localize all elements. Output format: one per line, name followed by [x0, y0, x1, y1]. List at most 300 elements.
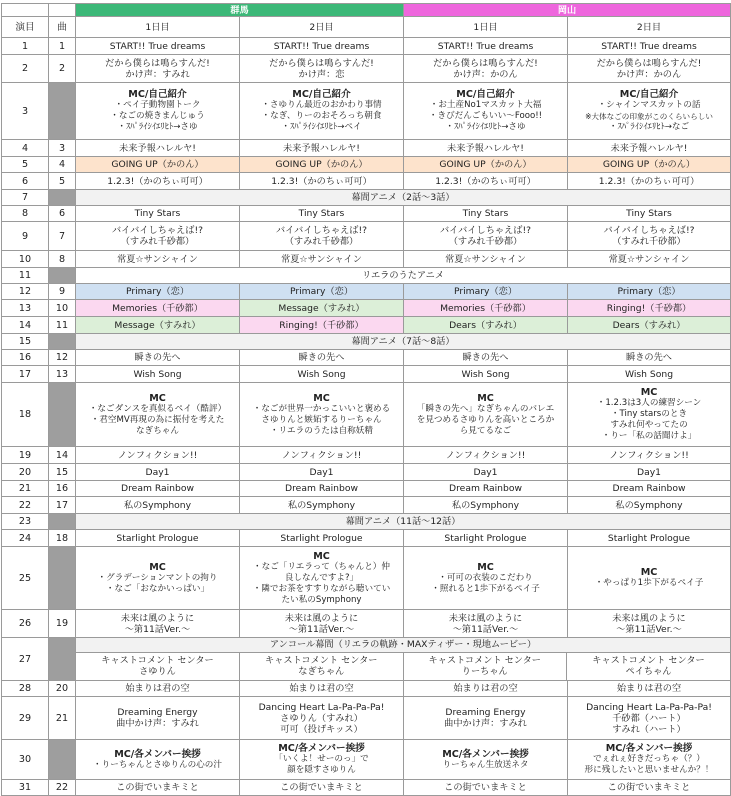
cell-line: ・なごが世界一かっこいいと褒める: [252, 403, 391, 414]
song-number: 7: [49, 222, 76, 251]
mc-heading: MC: [640, 387, 658, 398]
song-cell: 私のSymphony: [568, 497, 731, 514]
cell-line: ～第11話Ver.～: [452, 623, 519, 635]
performance-number: 3: [2, 83, 49, 140]
mc-cell: [568, 83, 731, 140]
performance-number: 15: [2, 334, 49, 350]
song-cell: Tiny Stars: [240, 206, 404, 222]
header-region-row: [2, 4, 731, 17]
cell-line: ・なご「おなかいっぱい」: [105, 583, 210, 594]
cast-comment-cell: [76, 652, 240, 680]
song-number: 6: [49, 206, 76, 222]
cell-line: ・なごの焼きまんじゅう: [110, 111, 205, 121]
song-cell: 始まりは君の空: [240, 681, 404, 697]
setlist-row: [2, 481, 731, 497]
song-cell: 1.2.3!（かのちぃ可可）: [404, 173, 568, 190]
mc-heading: MC: [640, 567, 658, 578]
song-cell: Tiny Stars: [404, 206, 568, 222]
song-cell: 1.2.3!（かのちぃ可可）: [240, 173, 404, 190]
performance-number: 24: [2, 530, 49, 547]
cell-line: かけ声：かのん: [616, 68, 682, 80]
song-cell: GOING UP（かのん）: [404, 157, 568, 173]
cell-line: ・グラデーションマントの拘り: [97, 572, 218, 583]
mc-heading: MC: [149, 392, 166, 404]
song-number: 15: [49, 464, 76, 481]
song-cell: Wish Song: [76, 366, 240, 383]
song-cell: Wish Song: [240, 366, 404, 383]
cell-line: ～第11話Ver.～: [616, 623, 682, 635]
cell-line: を見つめるさゆりんを高いところか: [416, 414, 555, 425]
song-cell: Primary（恋）: [568, 284, 731, 300]
performance-number: 16: [2, 350, 49, 366]
song-number: 12: [49, 350, 76, 366]
cell-line: だから僕らは鳴らすんだ!: [105, 57, 210, 69]
song-cell: [568, 222, 731, 251]
song-cell: [404, 697, 568, 740]
song-number: [49, 268, 76, 284]
setlist-row: [2, 284, 731, 300]
interlude-cell: 幕間アニメ（11話～12話）: [76, 514, 731, 530]
cell-line: ・さゆりん最近のおかわり事情: [261, 100, 382, 110]
setlist-row: [2, 780, 731, 796]
mc-cell: [76, 83, 240, 140]
song-cell: Day1: [568, 464, 731, 481]
song-number: [49, 514, 76, 530]
song-number: 1: [49, 38, 76, 55]
setlist-row: [2, 83, 731, 140]
cell-line: ・君空MV再現の為に振付を考えた: [90, 414, 225, 425]
cell-line: バイバイしちゃえば!?: [603, 225, 695, 236]
cell-line: ・Tiny starsのとき: [610, 409, 688, 419]
setlist-row: [2, 514, 731, 530]
song-number: 3: [49, 140, 76, 157]
performance-number: 23: [2, 514, 49, 530]
mc-cell: [240, 383, 404, 447]
performance-number: 20: [2, 464, 49, 481]
performance-number: 21: [2, 481, 49, 497]
setlist-row: [2, 222, 731, 251]
song-cell: Memories（千砂都）: [404, 300, 568, 317]
cell-line: だから僕らは鳴らすんだ!: [433, 57, 538, 69]
mc-heading: MC/各メンバー挨拶: [442, 748, 529, 760]
song-cell: 常夏☆サンシャイン: [76, 251, 240, 268]
setlist-row: [2, 681, 731, 697]
song-number: 14: [49, 447, 76, 464]
song-number: [49, 83, 76, 140]
song-cell: 始まりは君の空: [404, 681, 568, 697]
mc-heading: MC: [149, 561, 166, 573]
song-cell: [568, 55, 731, 83]
cell-line: だから僕らは鳴らすんだ!: [596, 57, 702, 69]
cell-line: 曲中かけ声：すみれ: [116, 718, 199, 729]
cell-line: キャストコメント センター: [592, 655, 705, 667]
cell-line: 千砂都（ハート）: [612, 712, 686, 724]
song-cell: Message（すみれ）: [240, 300, 404, 317]
cell-line: ・お土産No1マスカット大福: [429, 100, 542, 110]
song-cell: 瞬きの先へ: [240, 350, 404, 366]
song-cell: Starlight Prologue: [240, 530, 404, 547]
song-cell: [240, 610, 404, 638]
cast-comment-cell: [403, 652, 567, 680]
song-number: 19: [49, 610, 76, 638]
performance-number: 7: [2, 190, 49, 206]
cell-line: さゆりんと嫉妬するりーちゃん: [261, 414, 382, 425]
cell-line: 顔を隠すさゆりん: [287, 765, 356, 775]
cell-line: 未来は風のように: [448, 612, 523, 624]
song-cell: Dears（すみれ）: [568, 317, 731, 334]
performance-number: 12: [2, 284, 49, 300]
song-number: 17: [49, 497, 76, 514]
performance-number: 17: [2, 366, 49, 383]
song-cell: Dream Rainbow: [404, 481, 568, 497]
song-cell: [404, 222, 568, 251]
mc-cell: [240, 547, 404, 610]
song-cell: 常夏☆サンシャイン: [240, 251, 404, 268]
song-cell: Starlight Prologue: [76, 530, 240, 547]
song-cell: この街でいまキミと: [76, 780, 240, 796]
interlude-cell: 幕間アニメ（7話～8話）: [76, 334, 731, 350]
cell-line: ら見てるなご: [459, 425, 512, 436]
song-cell: START!! True dreams: [76, 38, 240, 55]
cell-line: Dancing Heart La-Pa-Pa-Pa!: [258, 701, 385, 713]
song-cell: Day1: [240, 464, 404, 481]
mc-heading: MC/自己紹介: [456, 89, 515, 100]
cell-line: 可可（投げキッス）: [280, 723, 363, 735]
cell-line: ～第11話Ver.～: [288, 623, 355, 635]
song-cell: GOING UP（かのん）: [240, 157, 404, 173]
setlist-row: [2, 697, 731, 740]
performance-number: 25: [2, 547, 49, 610]
song-cell: GOING UP（かのん）: [568, 157, 731, 173]
cell-line: 未来は風のように: [120, 612, 195, 624]
cell-line: りーちゃん: [461, 666, 508, 678]
setlist-row: [2, 447, 731, 464]
song-number: [49, 334, 76, 350]
cell-line: バイバイしちゃえば!?: [439, 225, 532, 236]
song-cell: Primary（恋）: [76, 284, 240, 300]
song-number: [49, 190, 76, 206]
performance-number: 1: [2, 38, 49, 55]
song-cell: Ringing!（千砂都）: [240, 317, 404, 334]
performance-number: 4: [2, 140, 49, 157]
cell-line: ・なごダンスを真似るペイ（酷評）: [88, 403, 227, 414]
cell-line: バイバイしちゃえば!?: [275, 225, 368, 236]
header-day-row: [2, 17, 731, 38]
cell-line: ・1.2.3は3人の練習シーン: [596, 398, 702, 408]
song-cell: 瞬きの先へ: [404, 350, 568, 366]
song-cell: Dream Rainbow: [76, 481, 240, 497]
mc-heading: MC/各メンバー挨拶: [605, 743, 693, 754]
song-cell: Starlight Prologue: [568, 530, 731, 547]
song-cell: 私のSymphony: [76, 497, 240, 514]
song-cell: GOING UP（かのん）: [76, 157, 240, 173]
cell-line: たい私のSymphony: [281, 594, 362, 605]
song-cell: [240, 222, 404, 251]
performance-number: 29: [2, 697, 49, 740]
mc-cell: [568, 383, 731, 447]
performance-number: 10: [2, 251, 49, 268]
cell-line: ・ｽﾊﾟﾗｲｼｲｴﾘﾋﾄ→なご: [608, 122, 690, 132]
setlist-row: [2, 638, 731, 681]
mc-heading: MC/自己紹介: [619, 89, 679, 100]
region-gunma: 群馬: [76, 4, 404, 17]
song-cell: [568, 697, 731, 740]
song-cell: [76, 55, 240, 83]
song-cell: Dears（すみれ）: [404, 317, 568, 334]
region-okayama: 岡山: [404, 4, 731, 17]
mc-heading: MC: [313, 550, 330, 562]
song-cell: ノンフィクション!!: [568, 447, 731, 464]
song-number: 11: [49, 317, 76, 334]
mc-heading: MC/各メンバー挨拶: [278, 743, 365, 754]
cell-line: かけ声：すみれ: [125, 68, 190, 80]
song-cell: ノンフィクション!!: [240, 447, 404, 464]
cell-line: ・シャインマスカットの話: [597, 100, 701, 110]
mc-cell: [404, 83, 568, 140]
cell-line: すみれ何やってたの: [610, 420, 688, 430]
cell-line: （すみれ千砂都）: [448, 236, 523, 247]
cell-line: ・ｽﾊﾟﾗｲｼｲｴﾘﾋﾄ→ペイ: [281, 122, 362, 132]
song-number: 4: [49, 157, 76, 173]
song-number: [49, 547, 76, 610]
cell-line: 形に残したいと思いませんか？！: [584, 765, 714, 775]
cast-comment-cell: [240, 652, 404, 680]
song-cell: Starlight Prologue: [404, 530, 568, 547]
setlist-row: [2, 350, 731, 366]
song-cell: [240, 697, 404, 740]
song-cell: 未来予報ハレルヤ!: [240, 140, 404, 157]
cell-line: ・リエラのうたは自称妖精: [270, 425, 373, 436]
song-cell: [404, 55, 568, 83]
cell-line: キャストコメント センター: [265, 655, 378, 667]
performance-number: 9: [2, 222, 49, 251]
mc-heading: MC: [477, 561, 494, 573]
performance-number: 22: [2, 497, 49, 514]
setlist-row: [2, 157, 731, 173]
cell-line: バイバイしちゃえば!?: [111, 225, 204, 236]
song-number: [49, 740, 76, 780]
song-cell: Message（すみれ）: [76, 317, 240, 334]
song-number: 13: [49, 366, 76, 383]
song-cell: ノンフィクション!!: [404, 447, 568, 464]
song-number: 21: [49, 697, 76, 740]
header-gunma-day1: 1日目: [76, 17, 240, 38]
cell-line: ペイちゃん: [625, 666, 672, 678]
performance-number: 8: [2, 206, 49, 222]
cell-line: かけ声：かのん: [453, 68, 518, 80]
song-cell: START!! True dreams: [240, 38, 404, 55]
song-cell: Primary（恋）: [240, 284, 404, 300]
song-cell: 私のSymphony: [240, 497, 404, 514]
song-number: 16: [49, 481, 76, 497]
song-cell: Ringing!（千砂都）: [568, 300, 731, 317]
performance-number: 13: [2, 300, 49, 317]
song-cell: 瞬きの先へ: [76, 350, 240, 366]
mc-cell: [568, 547, 731, 610]
mc-cell: [404, 383, 568, 447]
song-cell: Dream Rainbow: [568, 481, 731, 497]
cell-line: なぎちゃん: [136, 425, 179, 436]
song-number: [49, 638, 76, 681]
setlist-row: [2, 610, 731, 638]
song-cell: [76, 610, 240, 638]
cell-line: 曲中かけ声：すみれ: [444, 718, 527, 729]
song-number: 9: [49, 284, 76, 300]
cell-line: ・なご「リエラって（ちゃんと）仲: [253, 561, 390, 572]
song-cell: 常夏☆サンシャイン: [568, 251, 731, 268]
cell-line: でぇれぇ好きだっちゃ（？）: [593, 754, 705, 764]
setlist-row: [2, 268, 731, 284]
mc-cell: [76, 547, 240, 610]
mc-cell: [240, 83, 404, 140]
mc-heading: MC/自己紹介: [292, 89, 351, 100]
song-cell: 始まりは君の空: [76, 681, 240, 697]
cell-line: なぎちゃん: [298, 666, 345, 678]
mc-heading: MC/自己紹介: [128, 89, 187, 100]
song-cell: 未来予報ハレルヤ!: [76, 140, 240, 157]
song-cell: ノンフィクション!!: [76, 447, 240, 464]
cell-line: 良しなんですよ?」: [284, 572, 359, 583]
song-cell: 未来予報ハレルヤ!: [404, 140, 568, 157]
setlist-row: [2, 173, 731, 190]
setlist-row: [2, 55, 731, 83]
cell-line: ※大体なごの印象がこのくらいらしい: [585, 112, 713, 121]
cell-line: さゆりん: [139, 666, 176, 678]
header-okayama-day1: 1日目: [404, 17, 568, 38]
encore-title-row: [76, 638, 730, 652]
encore-block: [76, 638, 731, 681]
cast-comment-cell: [567, 652, 731, 680]
setlist-row: [2, 366, 731, 383]
cell-line: ・きびだんごもいい～Fooo!!: [428, 111, 543, 121]
performance-number: 26: [2, 610, 49, 638]
song-cell: この街でいまキミと: [240, 780, 404, 796]
performance-number: 11: [2, 268, 49, 284]
cell-line: Dancing Heart La-Pa-Pa-Pa!: [586, 701, 712, 713]
song-cell: Dream Rainbow: [240, 481, 404, 497]
song-number: 20: [49, 681, 76, 697]
cell-line: （すみれ千砂都）: [612, 236, 686, 247]
song-cell: START!! True dreams: [568, 38, 731, 55]
performance-number: 5: [2, 157, 49, 173]
performance-number: 14: [2, 317, 49, 334]
setlist-row: [2, 464, 731, 481]
song-cell: 1.2.3!（かのちぃ可可）: [76, 173, 240, 190]
setlist-row: [2, 140, 731, 157]
cell-line: Dreaming Energy: [117, 707, 198, 718]
cell-line: ・可可の衣装のこだわり: [438, 572, 533, 583]
interlude-cell: 幕間アニメ（2話～3話）: [76, 190, 731, 206]
cell-line: （すみれ千砂都）: [120, 236, 195, 247]
song-cell: 私のSymphony: [404, 497, 568, 514]
header-okayama-day2: 2日目: [568, 17, 731, 38]
song-cell: Memories（千砂都）: [76, 300, 240, 317]
setlist-row: [2, 300, 731, 317]
setlist-row: [2, 251, 731, 268]
song-cell: Tiny Stars: [76, 206, 240, 222]
song-cell: 始まりは君の空: [568, 681, 731, 697]
song-cell: Wish Song: [568, 366, 731, 383]
cell-line: 「瞬きの先へ」なぎちゃんのバレエ: [416, 403, 555, 414]
performance-number: 19: [2, 447, 49, 464]
interlude-cell: リエラのうたアニメ: [76, 268, 731, 284]
song-number: 8: [49, 251, 76, 268]
cell-line: 未来は風のように: [612, 612, 686, 624]
song-cell: Tiny Stars: [568, 206, 731, 222]
song-number: 10: [49, 300, 76, 317]
song-number: 5: [49, 173, 76, 190]
encore-inner: [76, 638, 730, 680]
song-cell: [76, 222, 240, 251]
setlist-row: [2, 547, 731, 610]
cell-line: すみれ（ハート）: [612, 723, 686, 735]
song-number: [49, 383, 76, 447]
cell-line: （すみれ千砂都）: [284, 236, 359, 247]
cell-line: ・照れると1歩下がるペイ子: [431, 583, 540, 594]
song-cell: [240, 55, 404, 83]
cell-line: ・ペイ子動物園トーク: [114, 100, 201, 110]
song-cell: START!! True dreams: [404, 38, 568, 55]
song-cell: 未来予報ハレルヤ!: [568, 140, 731, 157]
header-performance-number: 演目: [2, 17, 49, 38]
cell-line: キャストコメント センター: [428, 655, 541, 667]
setlist-row: [2, 383, 731, 447]
song-cell: Day1: [76, 464, 240, 481]
performance-number: 18: [2, 383, 49, 447]
cell-line: キャストコメント センター: [101, 655, 214, 667]
performance-number: 31: [2, 780, 49, 796]
setlist-row: [2, 334, 731, 350]
song-cell: 常夏☆サンシャイン: [404, 251, 568, 268]
performance-number: 28: [2, 681, 49, 697]
cell-line: ・ｽﾊﾟﾗｲｼｲｴﾘﾋﾄ→さゆ: [445, 122, 526, 132]
cell-line: さゆりん（すみれ）: [280, 712, 363, 724]
song-cell: Wish Song: [404, 366, 568, 383]
setlist-row: [2, 38, 731, 55]
song-number: 2: [49, 55, 76, 83]
performance-number: 2: [2, 55, 49, 83]
mc-cell: [76, 383, 240, 447]
setlist-row: [2, 740, 731, 780]
mc-heading: MC/各メンバー挨拶: [114, 748, 201, 760]
cell-line: ・ｽﾊﾟﾗｲｼｲｴﾘﾋﾄ→さゆ: [117, 122, 198, 132]
mc-cell: [76, 740, 240, 780]
cast-comment-row: [76, 652, 730, 680]
cell-line: ・やっぱり1歩下がるペイ子: [594, 578, 704, 588]
setlist-table: [1, 3, 731, 796]
setlist-row: [2, 530, 731, 547]
encore-title: アンコール幕間（リエラの軌跡・MAXティザー・現地ムービー）: [76, 638, 730, 652]
setlist-row: [2, 497, 731, 514]
song-number: 18: [49, 530, 76, 547]
performance-number: 27: [2, 638, 49, 681]
song-cell: この街でいまキミと: [404, 780, 568, 796]
setlist-row: [2, 206, 731, 222]
setlist-row: [2, 190, 731, 206]
mc-heading: MC: [477, 392, 494, 404]
cell-line: だから僕らは鳴らすんだ!: [269, 57, 374, 69]
performance-number: 6: [2, 173, 49, 190]
cell-line: 未来は風のように: [284, 612, 359, 624]
cell-line: ・なぎ、りーのおそろっち朝食: [261, 111, 382, 121]
cell-line: ～第11話Ver.～: [124, 623, 191, 635]
setlist-row: [2, 317, 731, 334]
cell-line: かけ声：恋: [298, 68, 345, 80]
song-cell: Primary（恋）: [404, 284, 568, 300]
mc-cell: [568, 740, 731, 780]
cell-line: ・りー「私の話聞けよ」: [601, 431, 697, 441]
header-song-number: 曲: [49, 17, 76, 38]
